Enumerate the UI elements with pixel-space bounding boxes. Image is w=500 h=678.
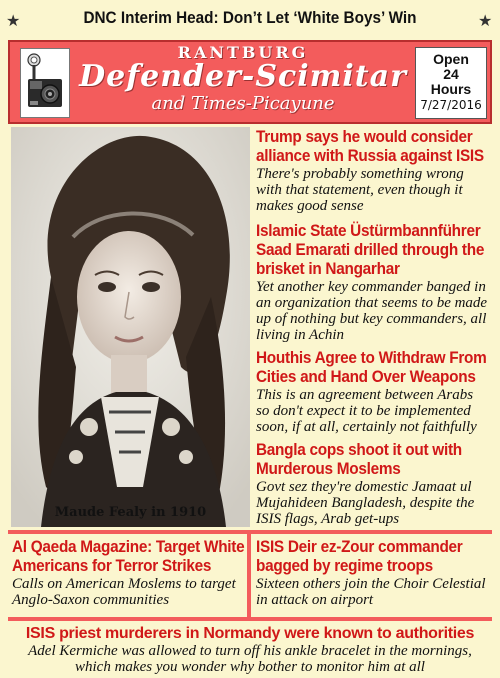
divider [8, 617, 492, 621]
story-deck: This is an agreement between Arabs so don't expect it to be implemented soon, if at all, certainly not faithfully [256, 387, 477, 435]
story-deck: There's probably something wrong with that statement, even though it makes good sense [256, 166, 464, 214]
story-headline[interactable]: Houthis Agree to Withdraw From Cities and Hand Over Weapons [256, 349, 487, 386]
masthead [8, 40, 492, 124]
story-headline[interactable]: ISIS priest murderers in Normandy were known to authorities [25, 625, 475, 642]
masthead-title [68, 44, 418, 116]
masthead-line2: Defender-Scimitar [79, 59, 407, 94]
story-headline[interactable]: Bangla cops shoot it out with Murderous Moslems [256, 441, 462, 478]
story-headline[interactable]: Trump says he would consider alliance with Russia against ISIS [256, 128, 484, 165]
top-banner [0, 0, 500, 40]
story-headline[interactable]: Islamic State Üstürmbannführer Saad Emarati drilled through the brisket in Nangarhar [256, 222, 485, 278]
portrait-photo [11, 127, 250, 527]
story-deck: Adel Kermiche was allowed to turn off his ankle bracelet in the mornings, which makes you wonder why bother to monitor him at all [28, 643, 472, 675]
story-deck: Yet another key commander banged in an organization that seems to be made up of nothing but key commanders, all living in Achin [256, 279, 488, 343]
story-al-qaeda[interactable] [12, 538, 244, 608]
story-houthis[interactable] [256, 349, 490, 435]
top-headline[interactable]: DNC Interim Head: Don’t Let ‘White Boys’ Win [83, 8, 417, 27]
story-islamic-state[interactable] [256, 222, 490, 343]
story-deck: Sixteen others join the Choir Celestial in attack on airport [256, 576, 486, 608]
issue-date: 7/27/2016 [420, 98, 482, 112]
story-headline[interactable]: Al Qaeda Magazine: Target White Americans for Terror Strikes [12, 538, 245, 575]
story-deck: Govt sez they're domestic Jamaat ul Mujahideen Bangladesh, despite the ISIS flags, Arab get-ups [256, 479, 475, 527]
star-icon: ★ [6, 11, 21, 30]
star-icon: ★ [478, 11, 493, 30]
story-bangla[interactable] [256, 441, 490, 527]
open-label: Open [433, 51, 469, 67]
story-normandy[interactable] [10, 624, 490, 675]
masthead-line1: RANTBURG [177, 43, 309, 62]
photo-caption: Maude Fealy in 1910 [54, 505, 207, 520]
masthead-line3: and Times-Picayune [151, 93, 335, 114]
hours-number: 24 [443, 66, 459, 82]
open-hours-box [415, 47, 487, 119]
hours-label: Hours [430, 81, 472, 97]
story-headline[interactable]: ISIS Deir ez-Zour commander bagged by regime troops [256, 538, 463, 575]
divider [247, 534, 251, 618]
story-trump[interactable] [256, 128, 490, 214]
camera-icon [20, 48, 70, 118]
story-deir-ez-zour[interactable] [256, 538, 490, 616]
story-deck: Calls on American Moslems to target Anglo-Saxon communities [12, 576, 236, 608]
